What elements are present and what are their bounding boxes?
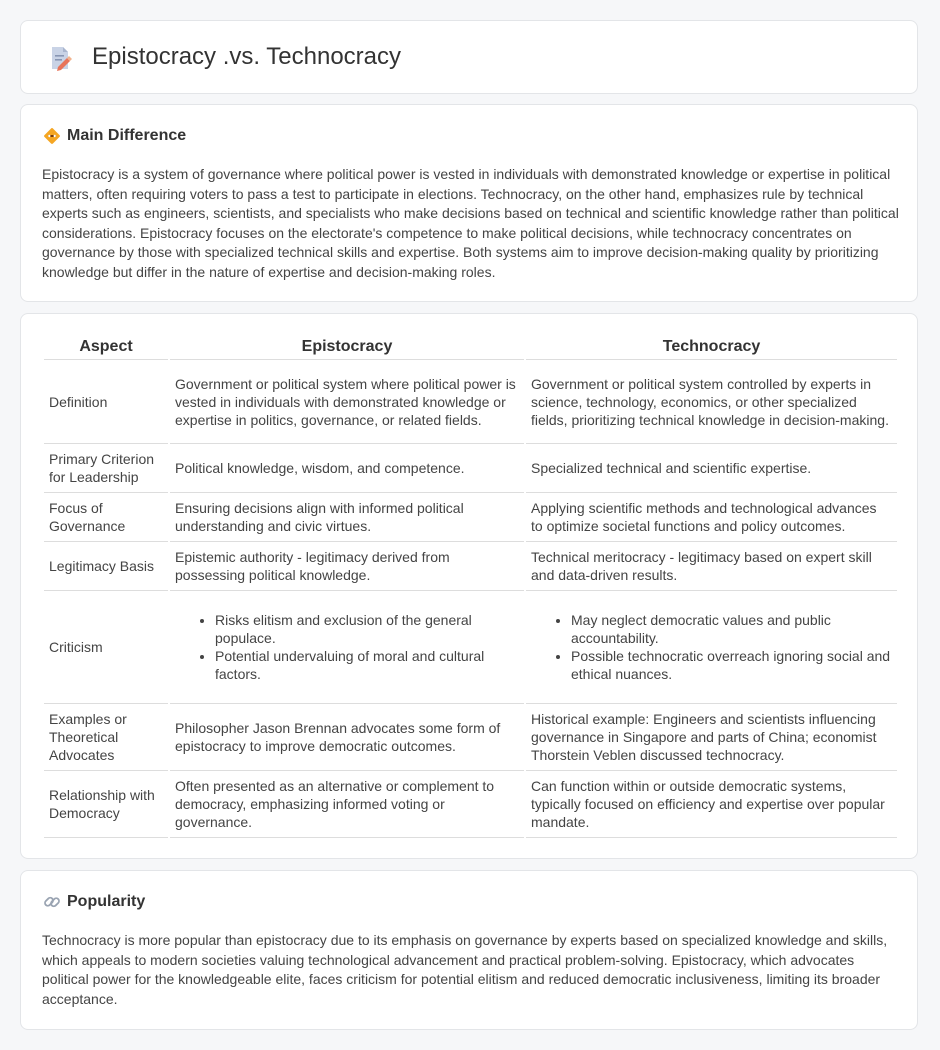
table-row [44, 591, 897, 704]
criticism-list [531, 611, 892, 683]
table-row [44, 493, 897, 542]
document-pencil-icon [47, 45, 73, 71]
list-item: • Potential undervaluing of moral and cultural factors. [215, 647, 519, 683]
technocracy-cell: Historical example: Engineers and scientists influencing governance in Singapore and parts of China; economist Thorstein Veblen discussed technocracy. [526, 704, 897, 771]
aspect-cell: Examples or Theoretical Advocates [44, 704, 168, 771]
aspect-cell: Definition [44, 360, 168, 444]
header-aspect: Aspect [44, 335, 168, 360]
list-item: • Possible technocratic overreach ignoring social and ethical nuances. [571, 647, 892, 683]
main-difference-text: Epistocracy is a system of governance where political power is vested in individuals with demonstrated knowledge or expertise in political matters, often requiring voters to pass a test to participate in elections. Technocracy, on the other hand, emphasizes rule by technical experts such as engineers, scientists, and specialists who make decisions based on technical and scientific knowledge rather than political considerations. Epistocracy focuses on the electorate's competence to make political decisions, while technocracy concentrates on governance by those with specialized technical skills and expertise. Both systems aim to improve decision-making quality by prioritizing knowledge but differ in the nature of expertise and decision-making roles. [42, 166, 899, 280]
technocracy-cell: Specialized technical and scientific expertise. [526, 444, 897, 493]
main-difference-card [20, 104, 918, 302]
epistocracy-cell: Often presented as an alternative or complement to democracy, emphasizing informed voting or governance. [170, 771, 524, 838]
technocracy-cell: Government or political system controlled by experts in science, technology, economics, or other specialized fields, prioritizing technical knowledge in decision-making. [526, 360, 897, 444]
epistocracy-cell: Epistemic authority - legitimacy derived from possessing political knowledge. [170, 542, 524, 591]
technocracy-cell: Can function within or outside democratic systems, typically focused on efficiency and expertise over popular mandate. [526, 771, 897, 838]
title-card [20, 20, 918, 94]
epistocracy-cell [170, 591, 524, 704]
epistocracy-cell: Ensuring decisions align with informed political understanding and civic virtues. [170, 493, 524, 542]
main-difference-heading [43, 127, 186, 145]
epistocracy-cell: Political knowledge, wisdom, and competence. [170, 444, 524, 493]
table-row [44, 542, 897, 591]
table-header-row [44, 335, 897, 360]
header-technocracy: Technocracy [526, 335, 897, 360]
popularity-text: Technocracy is more popular than epistocracy due to its emphasis on governance by experts based on specialized knowledge and skills, which appeals to modern societies valuing technological advancement and practical problem-solving. Epistocracy, which advocates political power for the knowledgeable elite, faces criticism for potential elitism and reduced democratic inclusiveness, limiting its broader acceptance. [42, 932, 888, 1007]
table-row [44, 771, 897, 838]
page-title: Epistocracy .vs. Technocracy [92, 43, 402, 70]
header-epistocracy: Epistocracy [170, 335, 524, 360]
aspect-cell: Relationship with Democracy [44, 771, 168, 838]
epistocracy-cell: Government or political system where political power is vested in individuals with demonstrated knowledge or expertise in politics, governance, or related fields. [170, 360, 524, 444]
technocracy-cell: Technical meritocracy - legitimacy based on expert skill and data-driven results. [526, 542, 897, 591]
epistocracy-cell: Philosopher Jason Brennan advocates some form of epistocracy to improve democratic outcomes. [170, 704, 524, 771]
main-difference-title: Main Difference [67, 127, 187, 144]
table-row [44, 704, 897, 771]
popularity-card [20, 870, 918, 1030]
aspect-cell: Legitimacy Basis [44, 542, 168, 591]
technocracy-cell [526, 591, 897, 704]
popularity-title: Popularity [67, 893, 146, 910]
comparison-card [20, 313, 918, 859]
list-item: • May neglect democratic values and public accountability. [571, 611, 892, 647]
table-row [44, 360, 897, 444]
table-row [44, 444, 897, 493]
aspect-cell: Focus of Governance [44, 493, 168, 542]
aspect-cell: Primary Criterion for Leadership [44, 444, 168, 493]
technocracy-cell: Applying scientific methods and technological advances to optimize societal functions and policy outcomes. [526, 493, 897, 542]
criticism-list [175, 611, 519, 683]
link-icon [43, 893, 61, 911]
diamond-warning-icon [43, 127, 61, 145]
list-item: • Risks elitism and exclusion of the general populace. [215, 611, 519, 647]
aspect-cell: Criticism [44, 591, 168, 704]
comparison-table [42, 335, 899, 838]
popularity-heading [43, 893, 145, 911]
